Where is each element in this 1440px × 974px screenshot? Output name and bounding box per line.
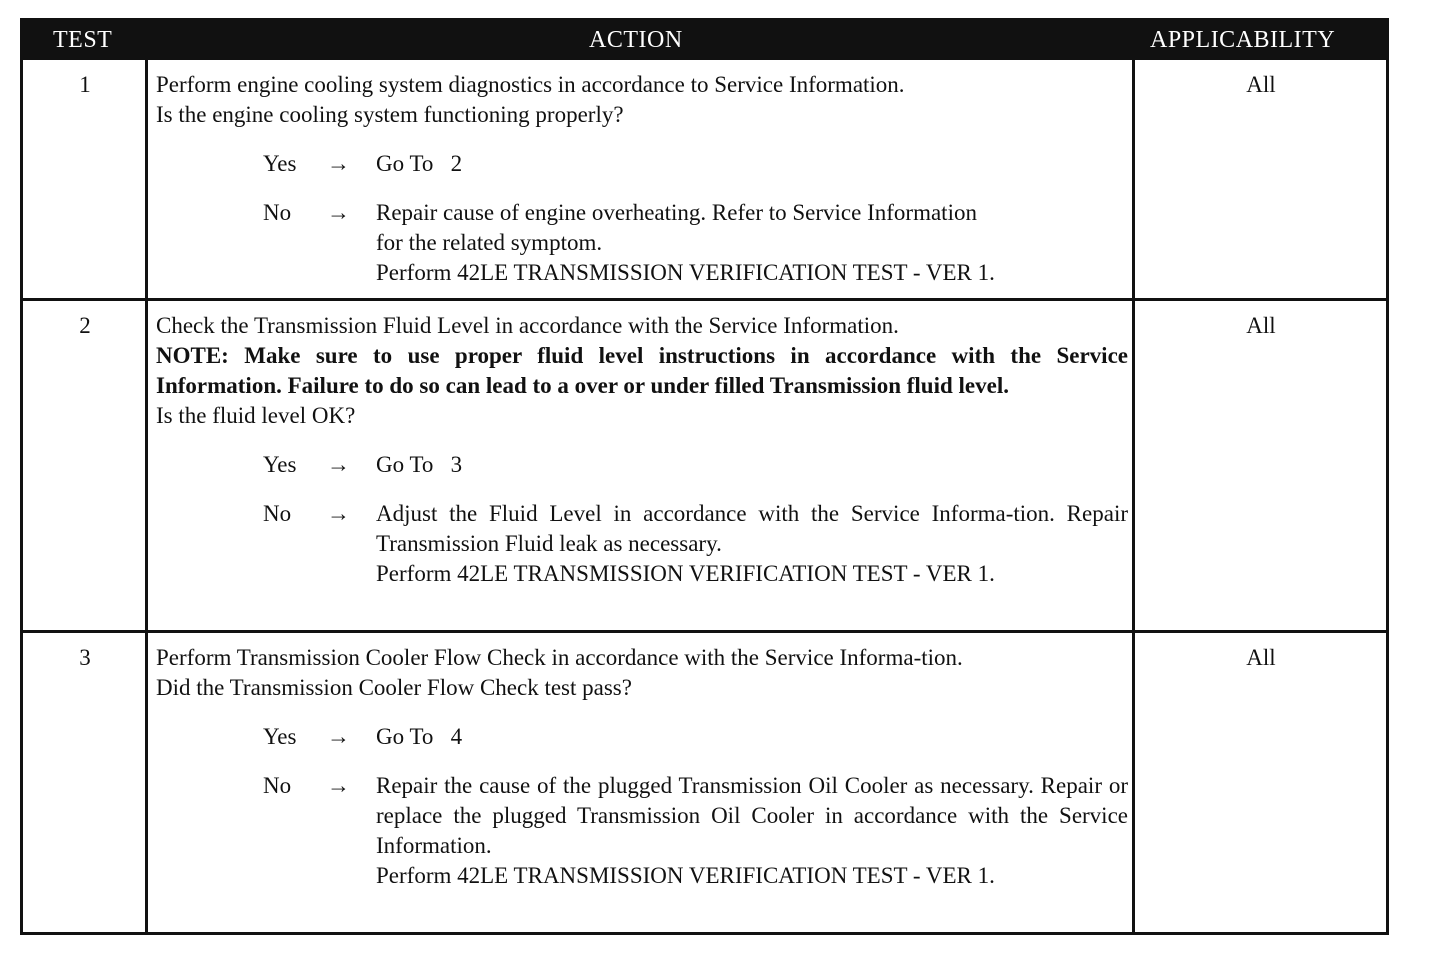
- arrow-icon: →: [327, 724, 350, 749]
- action-cell: [156, 311, 1128, 589]
- no-result-line: Perform 42LE TRANSMISSION VERIFICATION TEST - VER 1.: [376, 863, 995, 888]
- table-header: [23, 21, 1386, 60]
- test-number: 1: [79, 72, 91, 97]
- yes-option: [156, 722, 1128, 752]
- no-label: No: [263, 501, 292, 526]
- arrow-icon: →: [327, 501, 350, 526]
- yes-label: Yes: [263, 724, 297, 749]
- no-result: [376, 771, 1128, 891]
- yes-result: Go To 4: [376, 724, 463, 749]
- no-result-line: Perform 42LE TRANSMISSION VERIFICATION TEST - VER 1.: [376, 561, 995, 586]
- note-text: NOTE: Make sure to use proper fluid level instructions in accordance with the Service Information. Failure to do so can lead to a over or under filled Transmission fluid level.: [156, 343, 1128, 398]
- no-label: No: [263, 200, 292, 225]
- header-applicability: APPLICABILITY: [1150, 27, 1336, 53]
- arrow-icon: →: [327, 151, 350, 176]
- no-result-text: Adjust the Fluid Level in accordance with the Service Informa-tion. Repair Transmission Fluid leak as necessary.: [376, 501, 1128, 556]
- yes-result: Go To 2: [376, 151, 463, 176]
- action-cell: [156, 643, 1128, 891]
- header-action: ACTION: [589, 27, 683, 53]
- yes-option: [156, 450, 1128, 480]
- arrow-icon: →: [327, 200, 350, 225]
- yes-label: Yes: [263, 452, 297, 477]
- action-question: Is the fluid level OK?: [156, 403, 356, 428]
- applicability-value: All: [1246, 645, 1276, 670]
- applicability-value: All: [1246, 313, 1276, 338]
- yes-label: Yes: [263, 151, 297, 176]
- action-question: Did the Transmission Cooler Flow Check test pass?: [156, 675, 632, 700]
- action-line: Perform Transmission Cooler Flow Check in accordance with the Service Informa-tion.: [156, 645, 963, 670]
- action-cell: [156, 70, 1128, 288]
- no-result-text: Repair the cause of the plugged Transmission Oil Cooler as necessary. Repair or replace the plugged Transmission Oil Cooler in accordance with the Service Information.: [376, 773, 1128, 858]
- no-result-line: for the related symptom.: [376, 230, 603, 255]
- test-number: 3: [79, 645, 91, 670]
- action-line: Perform engine cooling system diagnostics in accordance to Service Information.: [156, 72, 905, 97]
- action-question: Is the engine cooling system functioning properly?: [156, 102, 624, 127]
- arrow-icon: →: [327, 773, 350, 798]
- no-option: [156, 499, 1128, 589]
- no-result-line: Perform 42LE TRANSMISSION VERIFICATION TEST - VER 1.: [376, 260, 995, 285]
- action-line: Check the Transmission Fluid Level in accordance with the Service Information.: [156, 313, 899, 338]
- table-row: [23, 60, 1386, 298]
- yes-result: Go To 3: [376, 452, 463, 477]
- applicability-value: All: [1246, 72, 1276, 97]
- no-option: [156, 198, 1128, 288]
- table-row: [23, 633, 1386, 932]
- no-option: [156, 771, 1128, 891]
- arrow-icon: →: [327, 452, 350, 477]
- header-test: TEST: [53, 27, 113, 53]
- no-result: [376, 499, 1128, 589]
- yes-option: [156, 149, 1128, 179]
- no-result-line: Repair cause of engine overheating. Refer to Service Information: [376, 200, 977, 225]
- table-row: [23, 301, 1386, 630]
- no-label: No: [263, 773, 292, 798]
- diagnostic-table: [20, 18, 1389, 935]
- test-number: 2: [79, 313, 91, 338]
- no-result: [376, 198, 1128, 288]
